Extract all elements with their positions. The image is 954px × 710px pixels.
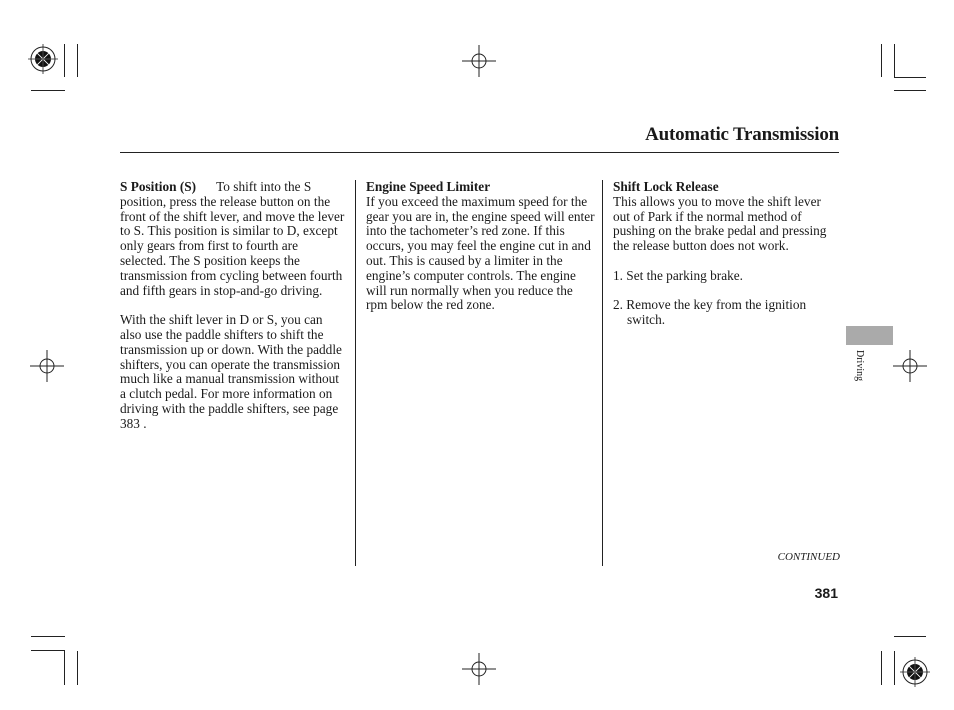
column-engine-speed-limiter (366, 180, 596, 313)
registration-crosshair-icon (462, 653, 496, 685)
column-divider (355, 180, 356, 566)
step-item: 1. Set the parking brake. (613, 267, 743, 283)
s-position-paragraph (120, 180, 346, 298)
step-item: 2. Remove the key from the ignition switch. (613, 297, 807, 328)
registration-crosshair-icon (893, 350, 927, 382)
registration-crosshair-icon (462, 45, 496, 77)
registration-target-icon (28, 44, 58, 74)
column-divider (602, 180, 603, 566)
registration-crosshair-icon (30, 350, 64, 382)
section-tab-label: Driving (854, 350, 865, 382)
title-rule (120, 152, 839, 153)
engine-speed-limiter-text: If you exceed the maximum speed for the gear you are in, the engine speed will enter into the tachometer’s red zone. If this occurs, you may feel the engine cut in and out. This is caused by a limiter in the engine’s computer controls. The engine will run normally when you reduce the rpm below the red zone. (366, 193, 595, 313)
shift-lock-release-heading: Shift Lock Release (613, 179, 719, 194)
paddle-shifters-paragraph: With the shift lever in D or S, you can also use the paddle shifters to shift the transmission up or down. With the paddle shifters, you can operate the transmission much like a manual transmission without a clutch pedal. For more information on driving with the paddle shifters, see page 383 . (120, 312, 342, 431)
s-position-text: To shift into the S position, press the release button on the front of the shift lever, and move the lever to S. This position is similar to D, except only gears from first to fourth are selected. The S position keeps the transmission from cycling between fourth and fifth gears in stop-and-go driving. (120, 179, 345, 298)
page-number: 381 (814, 585, 838, 601)
section-tab (846, 326, 893, 345)
page-title: Automatic Transmission (645, 124, 839, 145)
column-shift-lock-release (613, 180, 839, 328)
continued-label: CONTINUED (777, 551, 840, 563)
shift-lock-release-text: This allows you to move the shift lever out of Park if the normal method of pushing on the brake pedal and pressing the release button does not work. (613, 193, 827, 254)
engine-speed-limiter-heading: Engine Speed Limiter (366, 179, 491, 194)
registration-target-icon (900, 657, 930, 687)
column-s-position (120, 180, 346, 432)
s-position-heading: S Position (S) (120, 179, 197, 194)
